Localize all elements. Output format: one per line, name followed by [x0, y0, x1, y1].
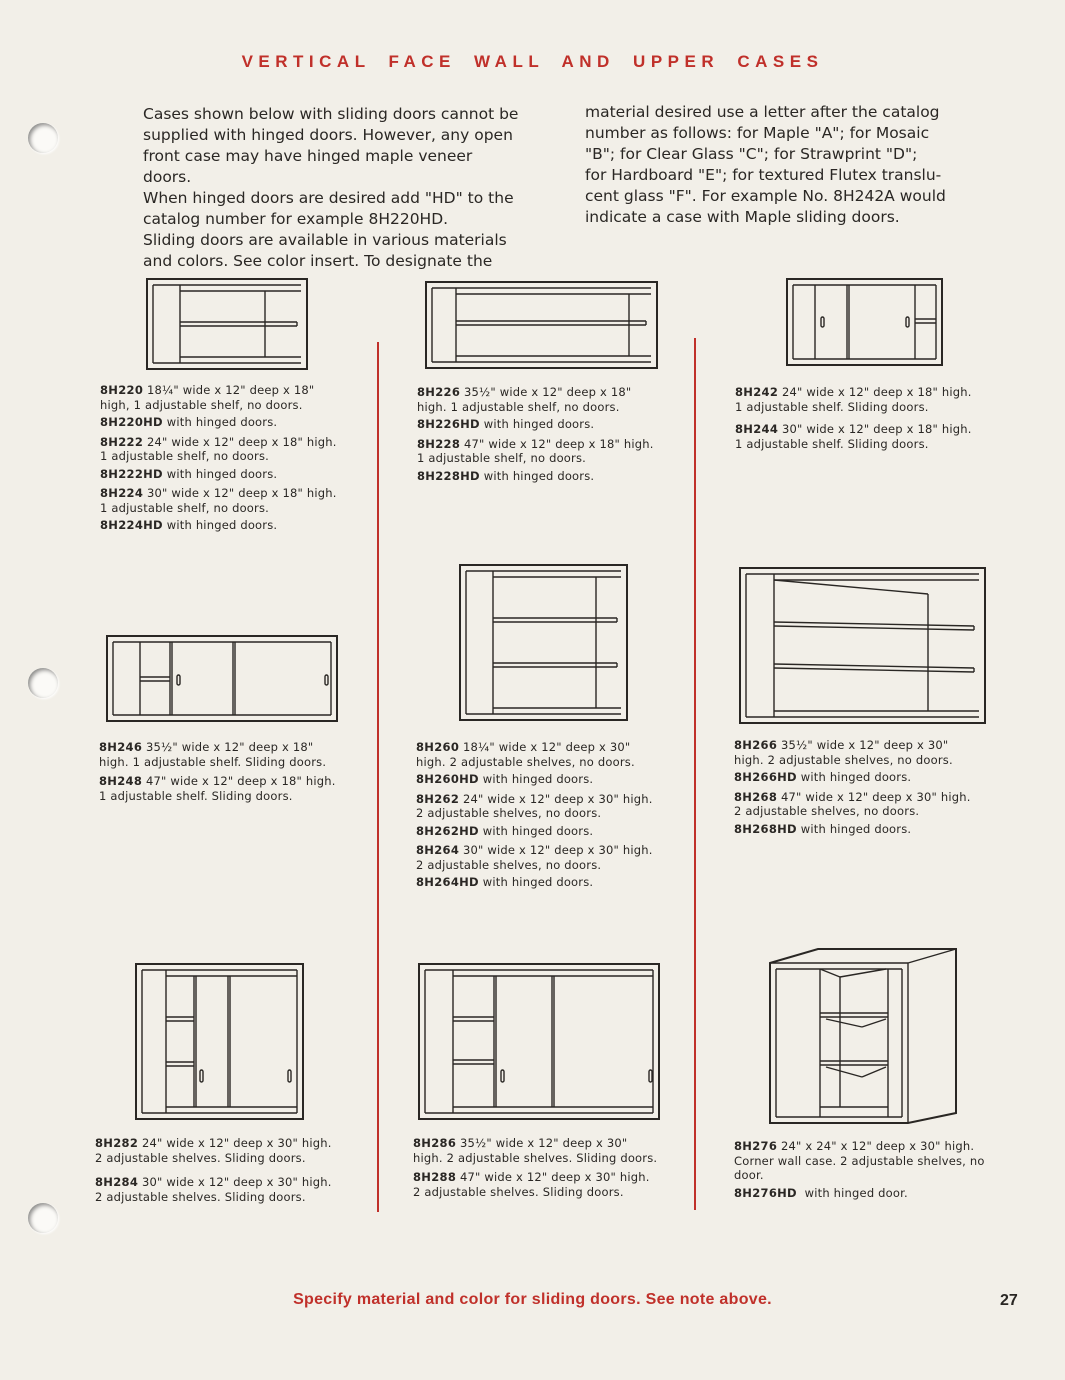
catalog-number: 8H248: [99, 774, 143, 788]
spec-text: with hinged door.: [804, 1185, 908, 1200]
spec-text: 35½" wide x 12" deep x 30": [460, 1136, 628, 1150]
spec-text: high. 2 adjustable shelves. Sliding doors.: [413, 1150, 658, 1165]
spec-text: 24" wide x 12" deep x 30" high.: [142, 1136, 332, 1150]
intro-line: cent glass "F". For example No. 8H242A would: [585, 187, 946, 205]
spec-entry: [100, 486, 360, 533]
spec-text: 24" wide x 12" deep x 18" high.: [147, 434, 337, 449]
catalog-number: 8H284: [95, 1175, 139, 1189]
catalog-number: 8H276: [734, 1139, 778, 1153]
spec-entry: [735, 385, 1000, 414]
cabinet-illustration-8h242: [785, 277, 945, 369]
catalog-number: 8H286: [413, 1136, 457, 1150]
spec-text: high. 1 adjustable shelf, no doors.: [417, 399, 620, 414]
catalog-number: 8H226: [417, 385, 461, 399]
spec-entry: [734, 1139, 999, 1200]
catalog-number-hd: 8H262HD: [416, 823, 479, 838]
intro-line: "B"; for Clear Glass "C"; for Strawprint "D";: [585, 145, 918, 163]
spec-text: high. 2 adjustable shelves, no doors.: [416, 754, 635, 769]
spec-text: 2 adjustable shelves. Sliding doors.: [413, 1184, 624, 1199]
spec-text: with hinged doors.: [166, 518, 278, 532]
spec-text: 35½" wide x 12" deep x 18": [146, 740, 314, 754]
intro-line: catalog number for example 8H220HD.: [143, 210, 449, 228]
intro-line: Sliding doors are available in various materials: [143, 231, 507, 249]
binder-hole-bottom: [28, 1203, 58, 1233]
intro-line: number as follows: for Maple "A"; for Mosaic: [585, 124, 930, 142]
catalog-number-hd: 8H268HD: [734, 821, 797, 836]
catalog-number: 8H242: [735, 385, 779, 399]
spec-text: 35½" wide x 12" deep x 18": [464, 385, 632, 399]
spec-entry: [99, 740, 359, 769]
footer-note: Specify material and color for sliding doors. See note above.: [293, 1291, 772, 1308]
intro-line: and colors. See color insert. To designate the: [143, 252, 493, 270]
binder-hole-middle: [28, 668, 58, 698]
spec-entry: [95, 1136, 360, 1165]
page-title: VERTICAL FACE WALL AND UPPER CASES: [241, 52, 824, 71]
catalog-number: 8H246: [99, 740, 143, 754]
intro-line: When hinged doors are desired add "HD" to the: [143, 189, 514, 207]
spec-text: with hinged doors.: [482, 823, 594, 838]
cabinet-illustration-8h266: [738, 566, 988, 726]
catalog-number: 8H282: [95, 1136, 139, 1150]
spec-entry: [100, 435, 360, 482]
catalog-number: 8H262: [416, 791, 460, 806]
spec-block-5: [416, 740, 681, 895]
spec-text: 24" wide x 12" deep x 30" high.: [463, 791, 653, 806]
spec-text: 35½" wide x 12" deep x 30": [781, 738, 949, 752]
spec-text: high. 1 adjustable shelf. Sliding doors.: [99, 754, 327, 769]
spec-block-8: [413, 1136, 678, 1204]
intro-left: [143, 104, 523, 272]
catalog-number-hd: 8H276HD: [734, 1185, 797, 1200]
spec-block-6: [734, 738, 999, 841]
spec-entry: [734, 738, 999, 785]
binder-hole-top: [28, 123, 58, 153]
spec-text: with hinged doors.: [800, 770, 912, 784]
spec-text: with hinged doors.: [166, 415, 278, 429]
spec-text: with hinged doors.: [483, 468, 595, 483]
spec-text: 1 adjustable shelf, no doors.: [100, 449, 270, 463]
catalog-number: 8H220: [100, 383, 144, 397]
spec-text: 24" x 24" x 12" deep x 30" high.: [781, 1139, 975, 1153]
spec-text: 47" wide x 12" deep x 30" high.: [781, 789, 971, 804]
spec-entry: [416, 792, 681, 839]
cabinet-illustration-8h226: [424, 280, 660, 372]
spec-text: 30" wide x 12" deep x 30" high.: [463, 843, 653, 857]
spec-text: with hinged doors.: [482, 875, 594, 889]
spec-entry: [417, 437, 677, 484]
spec-text: 1 adjustable shelf. Sliding doors.: [735, 436, 929, 451]
spec-text: high, 1 adjustable shelf, no doors.: [100, 397, 303, 412]
catalog-number-hd: 8H260HD: [416, 772, 479, 786]
spec-block-2: [417, 385, 677, 488]
spec-text: with hinged doors.: [166, 466, 278, 481]
spec-text: 2 adjustable shelves, no doors.: [734, 804, 920, 818]
column-divider-right: [694, 338, 696, 1210]
cabinet-illustration-8h260: [458, 563, 630, 723]
intro-line: front case may have hinged maple veneer doors.: [143, 147, 473, 186]
spec-text: 47" wide x 12" deep x 30" high.: [460, 1170, 650, 1184]
spec-text: 1 adjustable shelf, no doors.: [100, 500, 270, 515]
cabinet-illustration-8h282: [134, 962, 306, 1122]
spec-block-1: [100, 383, 360, 538]
spec-text: 24" wide x 12" deep x 18" high.: [782, 385, 972, 399]
intro-line: material desired use a letter after the catalog: [585, 103, 940, 121]
spec-entry: [95, 1175, 360, 1204]
spec-text: 1 adjustable shelf, no doors.: [417, 451, 587, 465]
spec-text: 30" wide x 12" deep x 18" high.: [147, 486, 337, 500]
intro-line: supplied with hinged doors. However, any open: [143, 126, 513, 144]
catalog-number-hd: 8H266HD: [734, 770, 797, 784]
intro-line: Cases shown below with sliding doors cannot be: [143, 105, 519, 123]
spec-text: with hinged doors.: [482, 772, 594, 786]
spec-text: 2 adjustable shelves. Sliding doors.: [95, 1150, 306, 1165]
spec-text: 30" wide x 12" deep x 30" high.: [142, 1175, 332, 1189]
spec-entry: [413, 1136, 678, 1165]
catalog-number: 8H268: [734, 789, 778, 804]
spec-entry: [416, 843, 681, 890]
cabinet-illustration-8h286: [417, 962, 662, 1122]
intro-line: for Hardboard "E"; for textured Flutex translu-: [585, 166, 942, 184]
column-divider-left: [377, 342, 379, 1212]
spec-text: 2 adjustable shelves, no doors.: [416, 857, 602, 872]
spec-entry: [413, 1170, 678, 1199]
spec-entry: [735, 422, 1000, 451]
catalog-number: 8H264: [416, 843, 460, 857]
spec-text: 47" wide x 12" deep x 18" high.: [464, 436, 654, 451]
spec-block-3: [735, 385, 1000, 456]
cabinet-illustration-8h220: [145, 277, 310, 372]
catalog-number: 8H228: [417, 436, 461, 451]
spec-text: 1 adjustable shelf. Sliding doors.: [99, 788, 293, 803]
intro-line: indicate a case with Maple sliding doors.: [585, 208, 900, 226]
catalog-number-hd: 8H222HD: [100, 466, 163, 481]
catalog-number-hd: 8H228HD: [417, 468, 480, 483]
spec-entry: [416, 740, 681, 787]
spec-text: 2 adjustable shelves. Sliding doors.: [95, 1189, 306, 1204]
intro-right: [585, 102, 965, 228]
spec-text: 18¼" wide x 12" deep x 30": [463, 740, 631, 754]
spec-entry: [417, 385, 677, 432]
catalog-number-hd: 8H226HD: [417, 417, 480, 431]
spec-text: 1 adjustable shelf. Sliding doors.: [735, 399, 929, 414]
cabinet-illustration-8h276: [768, 947, 968, 1125]
spec-text: 18¼" wide x 12" deep x 18": [147, 383, 315, 397]
spec-text: high. 2 adjustable shelves, no doors.: [734, 752, 953, 767]
catalog-number-hd: 8H264HD: [416, 875, 479, 889]
spec-entry: [99, 774, 359, 803]
spec-text: with hinged doors.: [800, 821, 912, 836]
catalog-number: 8H288: [413, 1170, 457, 1184]
spec-text: 47" wide x 12" deep x 18" high.: [146, 774, 336, 788]
spec-text: 2 adjustable shelves, no doors.: [416, 806, 602, 820]
cabinet-illustration-8h246: [105, 634, 340, 724]
spec-text: 30" wide x 12" deep x 18" high.: [782, 422, 972, 436]
spec-entry: [100, 383, 360, 430]
spec-block-7: [95, 1136, 360, 1209]
spec-block-9: [734, 1139, 999, 1205]
spec-entry: [734, 790, 999, 837]
spec-block-4: [99, 740, 359, 808]
catalog-number-hd: 8H224HD: [100, 518, 163, 532]
catalog-number: 8H222: [100, 434, 144, 449]
catalog-number: 8H260: [416, 740, 460, 754]
catalog-number: 8H224: [100, 486, 144, 500]
page-number: 27: [1000, 1292, 1018, 1309]
spec-text: with hinged doors.: [483, 417, 595, 431]
catalog-number: 8H266: [734, 738, 778, 752]
spec-text: Corner wall case. 2 adjustable shelves, no door.: [734, 1153, 985, 1182]
catalog-number: 8H244: [735, 422, 779, 436]
catalog-number-hd: 8H220HD: [100, 415, 163, 429]
